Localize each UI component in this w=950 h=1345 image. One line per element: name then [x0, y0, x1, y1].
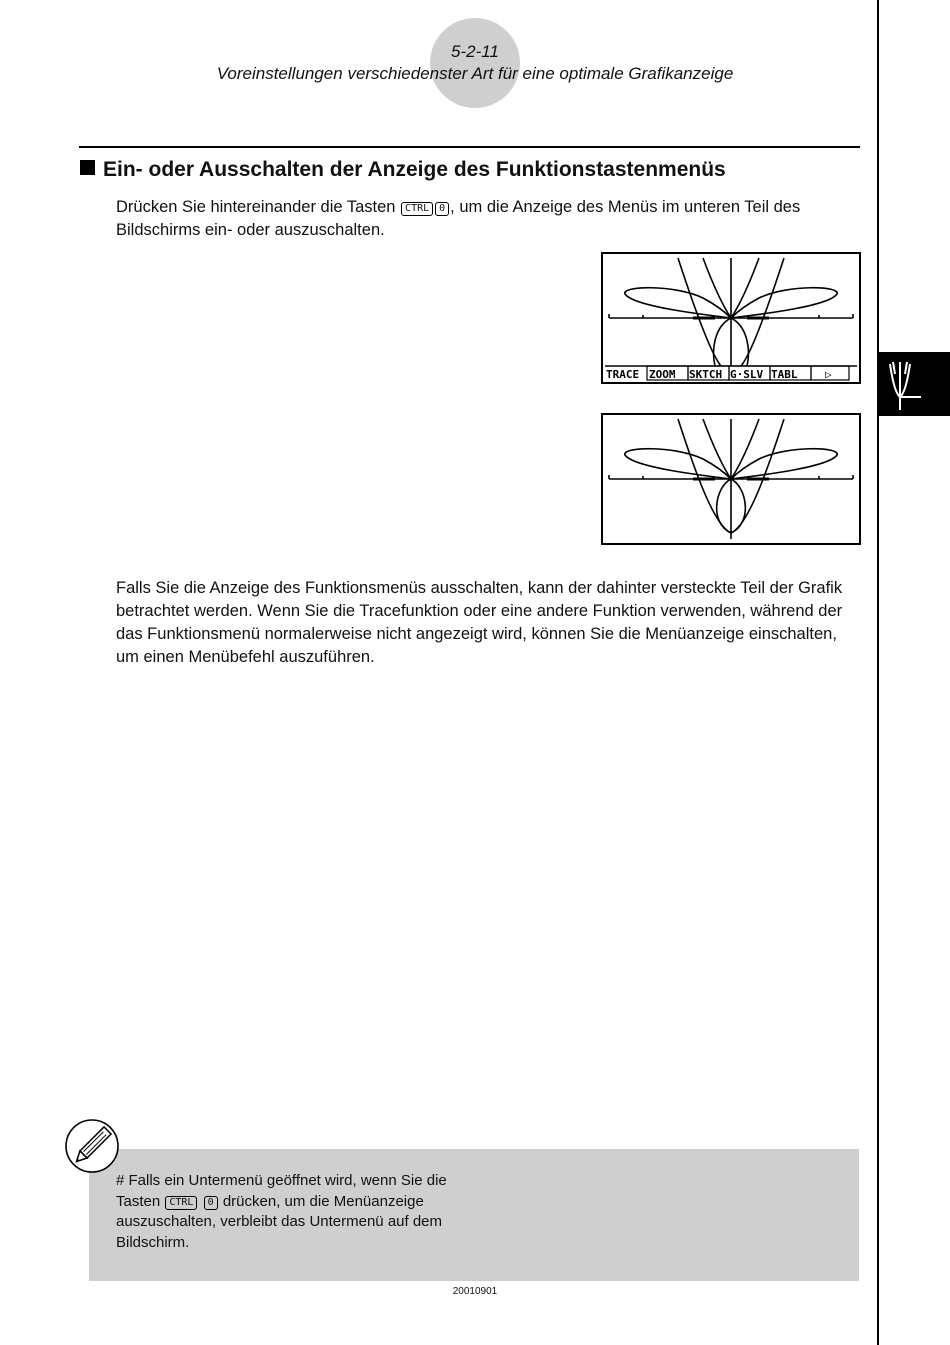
- note-text-start: Falls ein Untermenü geöffnet wird, wenn Sie die Tasten: [116, 1172, 447, 1210]
- margin-rule: [877, 0, 879, 1345]
- menu-item-next: ▷: [825, 368, 832, 381]
- menu-item-sketch: SKTCH: [689, 368, 723, 381]
- intro-paragraph: [116, 196, 861, 242]
- ctrl-key-note: CTRL: [165, 1196, 197, 1210]
- ctrl-key: CTRL: [401, 202, 433, 216]
- graph-plot-full: [603, 415, 859, 543]
- intro-text-end: , um die Anzeige des Menüs im unteren Teil des Bildschirms ein- oder auszuschalten.: [116, 198, 801, 239]
- section-rule: [79, 146, 860, 148]
- graph-plot: [603, 254, 859, 382]
- menu-item-zoom: ZOOM: [649, 368, 676, 381]
- square-bullet-icon: [80, 160, 95, 175]
- menu-item-table: TABL: [771, 368, 798, 381]
- chapter-tab: [879, 352, 950, 416]
- footer-code: 20010901: [452, 1286, 498, 1297]
- section-title: Ein- oder Ausschalten der Anzeige des Funktionstastenmenüs: [103, 158, 726, 181]
- page-number: 5-2-11: [451, 42, 499, 61]
- zero-key-note: 0: [204, 1196, 218, 1210]
- note-hash: #: [116, 1172, 125, 1189]
- pencil-icon: [64, 1118, 120, 1174]
- section-heading: [80, 158, 726, 182]
- graph-icon: [879, 352, 950, 416]
- note-text: [116, 1171, 456, 1253]
- note-text-end: drücken, um die Menüanzeige auszuschalten, verbleibt das Untermenü auf dem Bildschirm.: [116, 1192, 443, 1251]
- body-paragraph: Falls Sie die Anzeige des Funktionsmenüs ausschalten, kann der dahinter versteckte Teil der Grafik betrachtet werden. Wenn Sie die Tracefunktion oder eine andere Funktion verwenden, während der das Funktionsmenü normalerweise nicht angezeigt wird, können Sie die Menüanzeige einschalten, um einen Menübefehl auszuführen.: [116, 579, 843, 666]
- page-subtitle: Voreinstellungen verschiedenster Art für eine optimale Grafikanzeige: [216, 64, 734, 83]
- menu-item-gsolve: G·SLV: [730, 368, 764, 381]
- menu-item-trace: TRACE: [606, 368, 640, 381]
- zero-key: 0: [435, 202, 449, 216]
- page-number-circle: [430, 18, 520, 108]
- intro-text-start: Drücken Sie hintereinander die Tasten: [116, 198, 396, 216]
- calculator-screen-with-menu: [601, 252, 861, 384]
- calculator-screen-without-menu: [601, 413, 861, 545]
